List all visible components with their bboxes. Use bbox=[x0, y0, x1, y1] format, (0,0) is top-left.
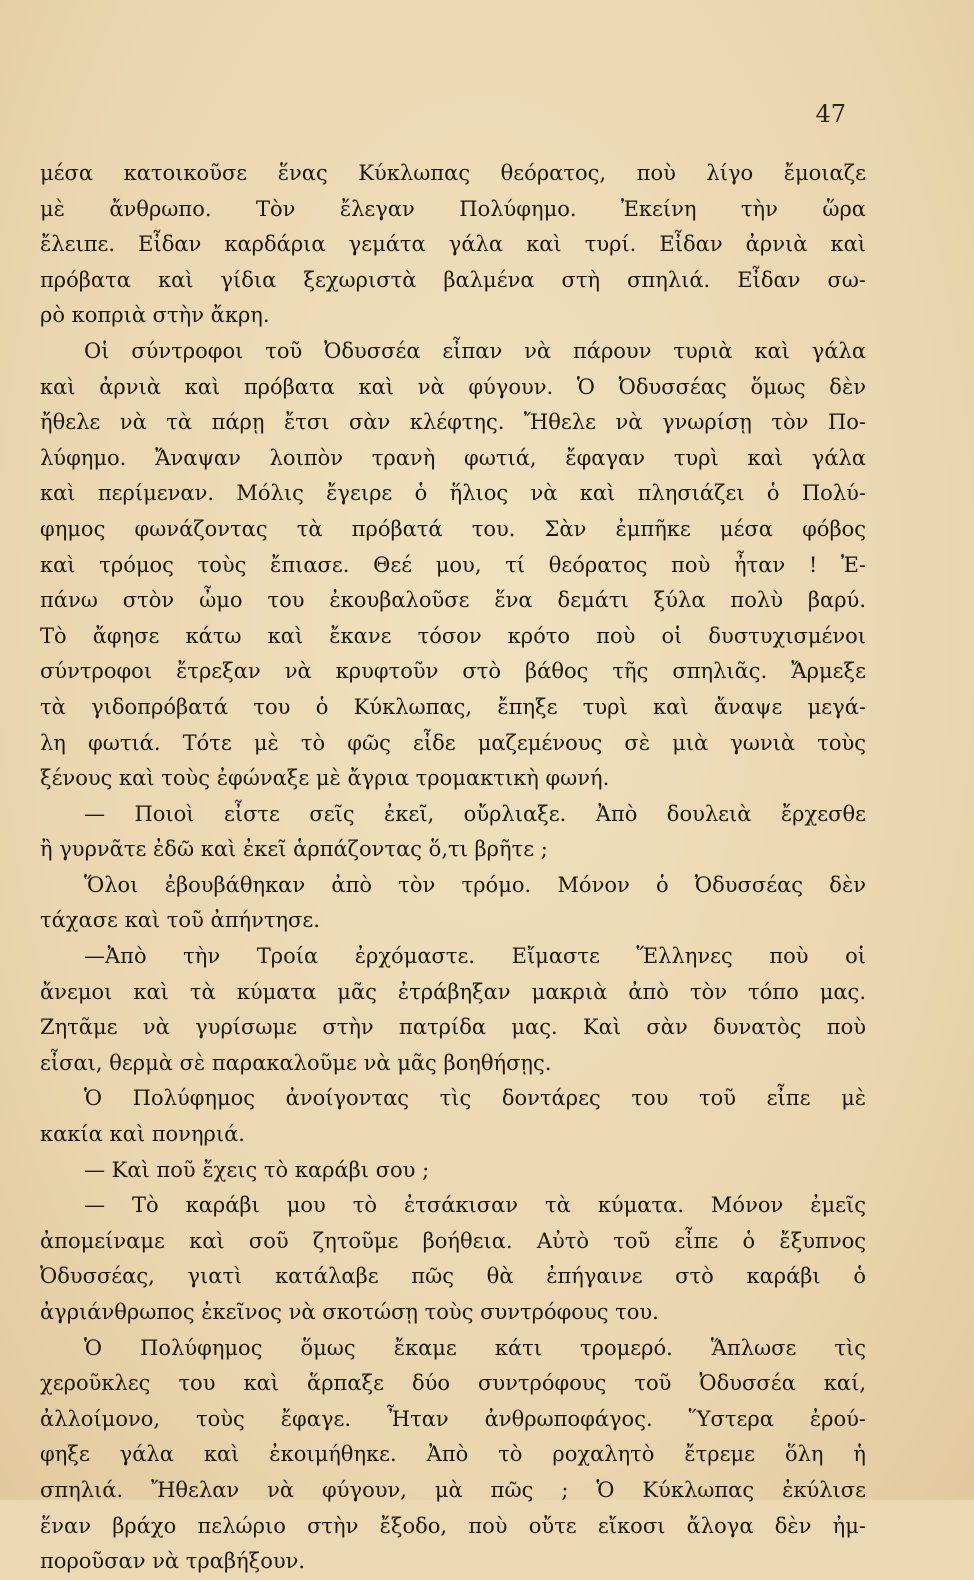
text-line: Ὁ Πολύφημος ὅμως ἔκαμε κάτι τρομερό. Ἅπλωσε τὶς bbox=[84, 1335, 866, 1360]
text-line: Ὀδυσσέας, γιατὶ κατάλαβε πῶς θὰ ἐπήγαινε στὸ καράβι ὁ bbox=[40, 1264, 866, 1289]
text-line: πρόβατα καὶ γίδια ξεχωριστὰ βαλμένα στὴ σπηλιά. Εἶδαν σω- bbox=[40, 267, 866, 292]
text-line: φηξε γάλα καὶ ἐκοιμήθηκε. Ἀπὸ τὸ ροχαλητὸ ἔτρεμε ὅλη ἡ bbox=[40, 1442, 866, 1467]
text-line: τάχασε καὶ τοῦ ἀπήντησε. bbox=[40, 908, 320, 933]
text-line: εἶσαι, θερμὰ σὲ παρακαλοῦμε νὰ μᾶς βοηθήσῃς. bbox=[40, 1050, 552, 1075]
text-line: ἀπομείναμε καὶ σοῦ ζητοῦμε βοήθεια. Αὐτὸ τοῦ εἶπε ὁ ἔξυπνος bbox=[40, 1228, 866, 1253]
text-line: Οἱ σύντροφοι τοῦ Ὀδυσσέα εἶπαν νὰ πάρουν τυριὰ καὶ γάλα bbox=[84, 338, 866, 363]
text-line: ἀλλοίμονο, τοὺς ἔφαγε. Ἦταν ἀνθρωποφάγος. Ὕστερα ἐρού- bbox=[40, 1406, 866, 1431]
text-line: μὲ ἄνθρωπο. Τὸν ἔλεγαν Πολύφημο. Ἐκείνη τὴν ὥρα bbox=[40, 196, 866, 221]
text-line: —Ἀπὸ τὴν Τροία ἐρχόμαστε. Εἴμαστε Ἕλληνες ποὺ οἱ bbox=[84, 944, 866, 969]
text-line: — Καὶ ποῦ ἔχεις τὸ καράβι σου ; bbox=[84, 1157, 430, 1182]
text-line: καὶ περίμεναν. Μόλις ἔγειρε ὁ ἥλιος νὰ καὶ πλησιάζει ὁ Πολύ- bbox=[40, 481, 866, 506]
text-line: ποροῦσαν νὰ τραβήξουν. bbox=[40, 1549, 306, 1574]
text-line: χεροῦκλες του καὶ ἅρπαξε δύο συντρόφους τοῦ Ὀδυσσέα καί, bbox=[40, 1371, 866, 1396]
text-line: κακία καὶ πονηριά. bbox=[40, 1122, 245, 1147]
text-line: ἢ γυρνᾶτε ἐδῶ καὶ ἐκεῖ ἁρπάζοντας ὅ,τι βρῆτε ; bbox=[40, 837, 548, 862]
text-line: Ζητᾶμε νὰ γυρίσωμε στὴν πατρίδα μας. Καὶ σὰν δυνατὸς ποὺ bbox=[40, 1015, 866, 1040]
text-line: ἕναν βράχο πελώριο στὴν ἔξοδο, ποὺ οὔτε εἴκοσι ἄλογα δὲν ἠμ- bbox=[40, 1513, 866, 1538]
text-line: ἔλειπε. Εἶδαν καρδάρια γεμάτα γάλα καὶ τυρί. Εἶδαν ἀρνιὰ καὶ bbox=[40, 232, 866, 257]
text-line: τὰ γιδοπρόβατά του ὁ Κύκλωπας, ἔπηξε τυρὶ καὶ ἄναψε μεγά- bbox=[40, 694, 866, 719]
text-line: σπηλιά. Ἤθελαν νὰ φύγουν, μὰ πῶς ; Ὁ Κύκλωπας ἐκύλισε bbox=[40, 1477, 866, 1502]
text-line: σύντροφοι ἔτρεξαν νὰ κρυφτοῦν στὸ βάθος τῆς σπηλιᾶς. Ἄρμεξε bbox=[40, 659, 866, 684]
text-line: λύφημο. Ἄναψαν λοιπὸν τρανὴ φωτιά, ἔφαγαν τυρὶ καὶ γάλα bbox=[40, 445, 866, 470]
text-line: Ὁ Πολύφημος ἀνοίγοντας τὶς δοντάρες του τοῦ εἶπε μὲ bbox=[84, 1086, 866, 1111]
text-line: — Ποιοὶ εἶστε σεῖς ἐκεῖ, οὔρλιαξε. Ἀπὸ δουλειὰ ἔρχεσθε bbox=[84, 801, 866, 826]
text-line: καὶ τρόμος τοὺς ἔπιασε. Θεέ μου, τί θεόρατος ποὺ ἦταν ! Ἐ- bbox=[40, 552, 866, 577]
text-line: ἤθελε νὰ τὰ πάρῃ ἔτσι σὰν κλέφτης. Ἤθελε νὰ γνωρίσῃ τὸν Πο- bbox=[40, 410, 866, 435]
text-line: ἀγριάνθρωπος ἐκεῖνος νὰ σκοτώσῃ τοὺς συντρόφους του. bbox=[40, 1300, 659, 1324]
text-line: μέσα κατοικοῦσε ἕνας Κύκλωπας θεόρατος, ποὺ λίγο ἔμοιαζε bbox=[40, 161, 866, 185]
text-line: ἄνεμοι καὶ τὰ κύματα μᾶς ἐτράβηξαν μακριὰ ἀπὸ τὸν τόπο μας. bbox=[40, 979, 866, 1004]
body-text bbox=[40, 156, 866, 1580]
text-line: ρὸ κοπριὰ στὴν ἄκρη. bbox=[40, 303, 270, 328]
text-line: καὶ ἀρνιὰ καὶ πρόβατα καὶ νὰ φύγουν. Ὁ Ὀδυσσέας ὅμως δὲν bbox=[40, 374, 866, 399]
text-line: φημος φωνάζοντας τὰ πρόβατά του. Σὰν ἐμπῆκε μέσα φόβος bbox=[40, 516, 866, 541]
text-line: — Τὸ καράβι μου τὸ ἐτσάκισαν τὰ κύματα. Μόνον ἐμεῖς bbox=[84, 1193, 866, 1218]
text-line: λη φωτιά. Τότε μὲ τὸ φῶς εἶδε μαζεμένους σὲ μιὰ γωνιὰ τοὺς bbox=[40, 730, 866, 755]
text-line: Ὅλοι ἐβουβάθηκαν ἀπὸ τὸν τρόμο. Μόνον ὁ Ὀδυσσέας δὲν bbox=[84, 872, 866, 897]
text-line: πάνω στὸν ὦμο του ἐκουβαλοῦσε ἕνα δεμάτι ξύλα πολὺ βαρύ. bbox=[40, 588, 866, 613]
text-line: ξένους καὶ τοὺς ἐφώναξε μὲ ἄγρια τρομακτικὴ φωνή. bbox=[40, 766, 610, 791]
text-line: Τὸ ἄφησε κάτω καὶ ἔκανε τόσον κρότο ποὺ οἱ δυστυχισμένοι bbox=[40, 623, 866, 648]
page-number: 47 bbox=[815, 100, 846, 128]
